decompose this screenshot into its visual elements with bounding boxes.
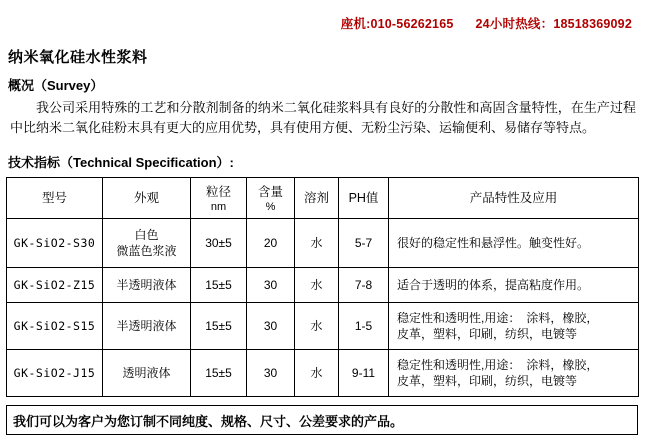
table-row xyxy=(7,303,639,350)
cell-ph: 9-11 xyxy=(339,350,389,397)
cell-model: GK-SiO2-S30 xyxy=(7,219,103,268)
cell-content: 30 xyxy=(247,350,295,397)
cell-model: GK-SiO2-Z15 xyxy=(7,268,103,303)
cell-description-line1: 很好的稳定性和悬浮性。触变性好。 xyxy=(397,236,590,251)
col-header-content-label: 含量 xyxy=(257,184,283,199)
cell-size: 15±5 xyxy=(191,268,247,303)
contact-phone: 座机:010-56262165 xyxy=(340,17,454,31)
contact-bar xyxy=(0,0,646,46)
cell-description-line1: 稳定性和透明性,用途： 涂料，橡胶， xyxy=(397,358,599,373)
cell-solvent: 水 xyxy=(295,303,339,350)
cell-description-line2: 皮革，塑料，印刷，纺织，电镀等 xyxy=(397,327,578,342)
cell-model: GK-SiO2-S15 xyxy=(7,303,103,350)
cell-content: 20 xyxy=(247,219,295,268)
col-header-model: 型号 xyxy=(7,178,103,219)
cell-ph: 1-5 xyxy=(339,303,389,350)
cell-appearance-line1: 白色 xyxy=(134,228,159,243)
spec-table-wrap xyxy=(0,177,646,397)
col-header-size-label: 粒径 xyxy=(205,184,231,199)
cell-content: 30 xyxy=(247,303,295,350)
table-header-row xyxy=(7,178,639,219)
col-header-ph: PH值 xyxy=(339,178,389,219)
cell-appearance xyxy=(103,219,191,268)
col-header-content-unit: % xyxy=(265,200,276,213)
cell-size: 15±5 xyxy=(191,303,247,350)
cell-description xyxy=(389,350,639,397)
cell-size: 30±5 xyxy=(191,219,247,268)
table-row xyxy=(7,219,639,268)
cell-description-line2: 皮革，塑料，印刷，纺织，电镀等 xyxy=(397,374,578,389)
cell-description: 适合于透明的体系，提高粘度作用。 xyxy=(389,268,639,303)
cell-ph: 7-8 xyxy=(339,268,389,303)
cell-ph: 5-7 xyxy=(339,219,389,268)
cell-description-line1: 稳定性和透明性,用途： 涂料，橡胶， xyxy=(397,311,599,326)
survey-paragraph: 我公司采用特殊的工艺和分散剂制备的纳米二氧化硅浆料具有良好的分散性和高固含量特性，在生产过程中比纳米二氧化硅粉末具有更大的应用优势，具有使用方便、无粉尘污染、运输便利、易储存等特点。 xyxy=(10,100,636,136)
col-header-description: 产品特性及应用 xyxy=(389,178,639,219)
cell-size: 15±5 xyxy=(191,350,247,397)
col-header-content xyxy=(247,178,295,219)
cell-content: 30 xyxy=(247,268,295,303)
cell-appearance: 半透明液体 xyxy=(103,268,191,303)
cell-appearance-line2: 微蓝色浆液 xyxy=(116,244,177,259)
footer-note-box xyxy=(6,405,638,435)
cell-description xyxy=(389,219,639,268)
spec-heading: 技术指标（Technical Specification）: xyxy=(8,155,234,171)
col-header-solvent: 溶剂 xyxy=(295,178,339,219)
table-row xyxy=(7,268,639,303)
cell-solvent: 水 xyxy=(295,350,339,397)
survey-heading: 概况（Survey） xyxy=(8,78,104,93)
cell-solvent: 水 xyxy=(295,219,339,268)
cell-description xyxy=(389,303,639,350)
cell-solvent: 水 xyxy=(295,268,339,303)
contact-hotline: 24小时热线：18518369092 xyxy=(475,17,632,31)
col-header-appearance: 外观 xyxy=(103,178,191,219)
table-row xyxy=(7,350,639,397)
footer-note: 我们可以为客户为您订制不同纯度、规格、尺寸、公差要求的产品。 xyxy=(13,413,404,429)
spec-table xyxy=(6,177,639,397)
col-header-size xyxy=(191,178,247,219)
cell-model: GK-SiO2-J15 xyxy=(7,350,103,397)
page-title: 纳米氧化硅水性浆料 xyxy=(8,49,148,66)
col-header-size-unit: nm xyxy=(210,200,227,213)
cell-appearance: 半透明液体 xyxy=(103,303,191,350)
cell-appearance: 透明液体 xyxy=(103,350,191,397)
